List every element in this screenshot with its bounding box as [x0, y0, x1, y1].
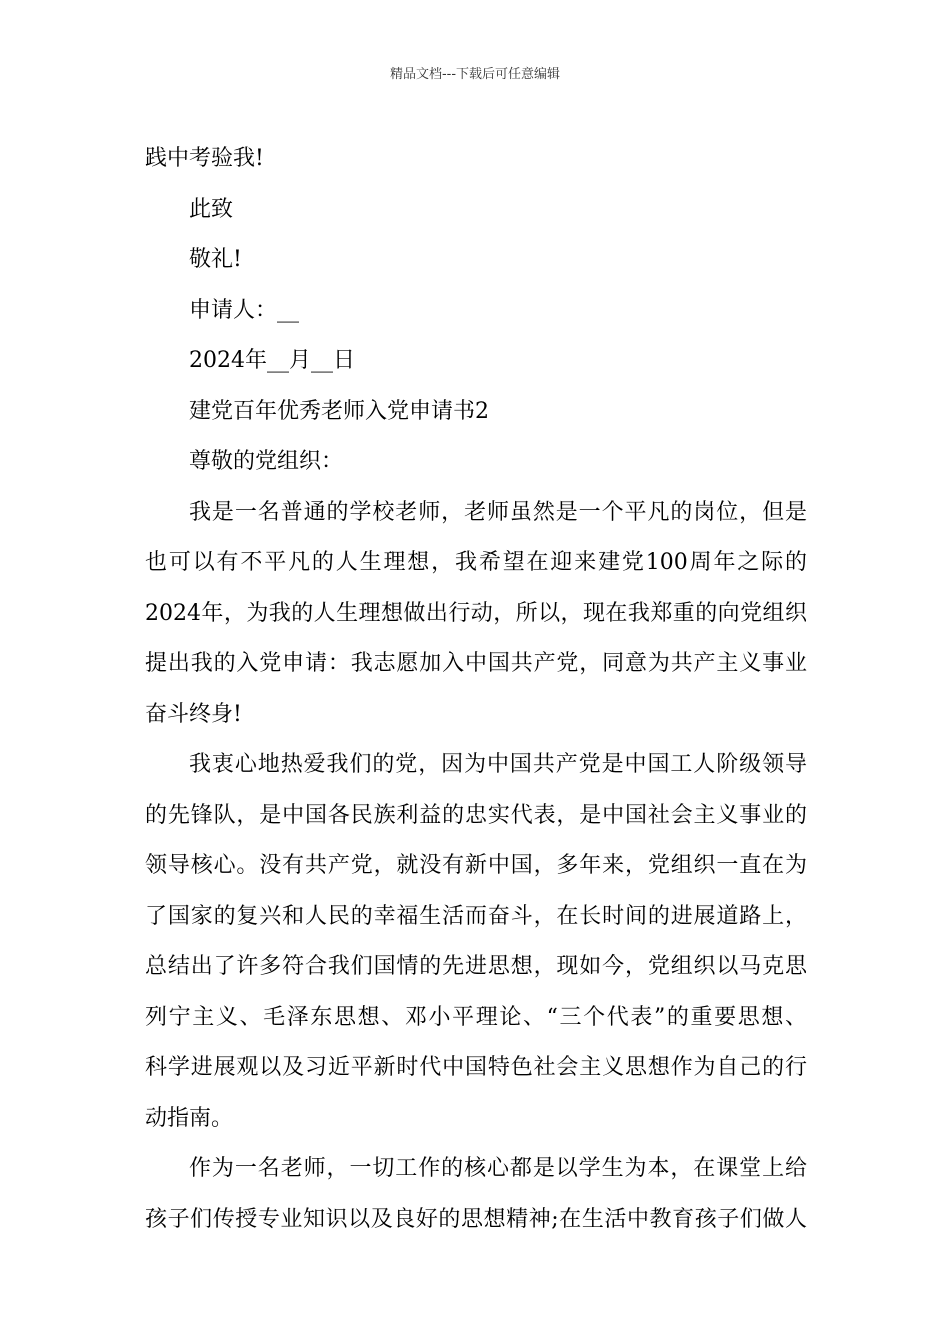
text-line: 我衷心地热爱我们的党，因为中国共产党是中国工人阶级领导 — [189, 752, 807, 777]
text-line: 2024年__月__日 — [189, 348, 355, 373]
text-line: 列宁主义、毛泽东思想、邓小平理论、“三个代表”的重要思想、 — [145, 1004, 807, 1030]
text-line: 作为一名老师，一切工作的核心都是以学生为本，在课堂上给 — [189, 1156, 807, 1181]
text-line: 申请人：__ — [189, 297, 300, 323]
text-line: 的先锋队，是中国各民族利益的忠实代表，是中国社会主义事业的 — [145, 802, 807, 828]
text-line: 总结出了许多符合我们国情的先进思想，现如今，党组织以马克思 — [145, 954, 807, 979]
text-line: 提出我的入党申请：我志愿加入中国共产党，同意为共产主义事业 — [145, 651, 807, 676]
text-line: 我是一名普通的学校老师，老师虽然是一个平凡的岗位，但是 — [189, 499, 807, 525]
text-line: 2024年，为我的人生理想做出行动，所以，现在我郑重的向党组织 — [145, 600, 807, 626]
text-line: 敬礼! — [189, 247, 242, 272]
text-line: 也可以有不平凡的人生理想，我希望在迎来建党100周年之际的 — [145, 550, 807, 575]
text-line: 奋斗终身! — [145, 701, 242, 727]
text-line: 此致 — [189, 196, 234, 222]
text-line: 了国家的复兴和人民的幸福生活而奋斗，在长时间的进展道路上， — [145, 903, 807, 929]
text-line: 领导核心。没有共产党，就没有新中国，多年来，党组织一直在为 — [145, 853, 807, 878]
text-line: 践中考验我! — [145, 146, 264, 171]
text-line: 建党百年优秀老师入党申请书2 — [189, 398, 489, 424]
page-header: 精品文档---下载后可任意编辑 — [389, 67, 561, 82]
text-line: 动指南。 — [145, 1105, 234, 1131]
text-line: 科学进展观以及习近平新时代中国特色社会主义思想作为自己的行 — [145, 1055, 807, 1080]
document-body — [145, 134, 807, 1245]
text-line: 孩子们传授专业知识以及良好的思想精神;在生活中教育孩子们做人 — [145, 1206, 807, 1232]
text-line: 尊敬的党组织： — [189, 449, 344, 474]
